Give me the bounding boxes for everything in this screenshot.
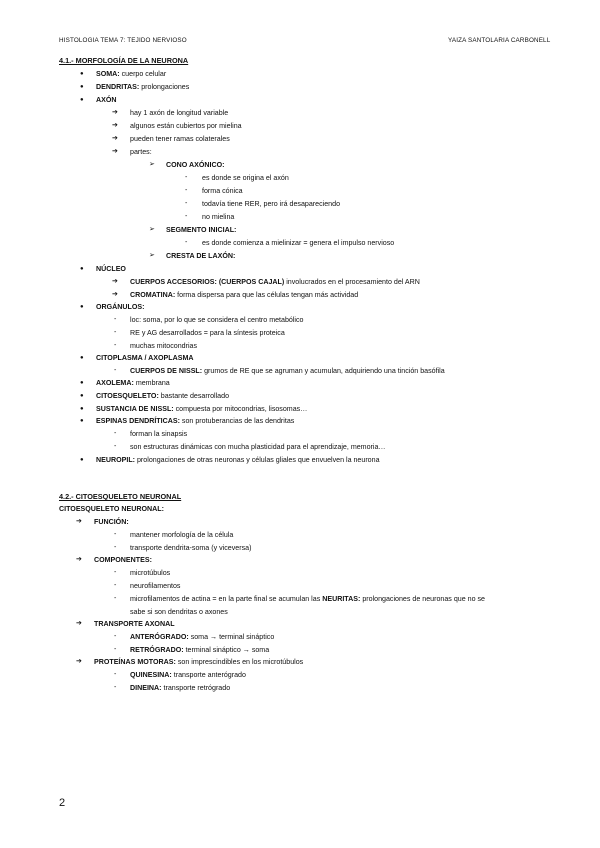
retrogrado-item: [130, 645, 269, 655]
dash-icon: -: [114, 671, 117, 678]
espinas-item: [96, 416, 294, 426]
dash-icon: -: [114, 569, 117, 576]
dash-icon: -: [114, 342, 117, 349]
term: SUSTANCIA DE NISSL:: [96, 405, 174, 413]
term: NEUROPIL:: [96, 456, 136, 464]
text: compuesta por mitocondrias, lisosomas…: [173, 405, 308, 413]
bullet-icon: ●: [80, 406, 84, 412]
soma-item: [96, 69, 166, 79]
text: transporte retrógrado: [161, 684, 231, 692]
organulos-item: ORGÁNULOS:: [96, 303, 145, 311]
arrow-icon: ➔: [76, 556, 82, 563]
text: terminal sináptico → soma: [183, 646, 270, 654]
term: CUERPOS ACCESORIOS: (CUERPOS CAJAL): [130, 278, 285, 286]
axon-sub-item: partes:: [130, 148, 152, 156]
term: DINEINA:: [130, 684, 162, 692]
transporte-axonal-item: TRANSPORTE AXONAL: [94, 620, 175, 628]
term: CITOESQUELETO:: [96, 392, 159, 400]
text: transporte anterógrado: [171, 671, 246, 679]
citoesqueleto-item: [96, 391, 229, 401]
quinesina-item: [130, 670, 246, 680]
arrow-icon: ➔: [112, 291, 118, 298]
citoplasma-item: CITOPLASMA / AXOPLASMA: [96, 354, 194, 362]
funcion-sub-item: transporte dendrita-soma (y viceversa): [130, 544, 252, 552]
anterogrado-item: [130, 632, 274, 642]
text: soma → terminal sináptico: [188, 633, 275, 641]
cono-item: no mielina: [202, 213, 235, 221]
term: AXOLEMA:: [96, 379, 134, 387]
dash-icon: -: [114, 443, 117, 450]
organulos-sub-item: loc: soma, por lo que se considera el centro metabólico: [130, 316, 304, 324]
bullet-icon: ●: [80, 71, 84, 77]
dash-icon: -: [114, 582, 117, 589]
section-2-subtitle: CITOESQUELETO NEURONAL:: [59, 505, 164, 513]
cresta-axon: CRESTA DE LAXÓN:: [166, 252, 236, 260]
axon-item: AXÓN: [96, 96, 117, 104]
segmento-item: es donde comienza a mielinizar = genera el impulso nervioso: [202, 239, 395, 247]
microfilamentos-item: [130, 594, 485, 604]
espinas-sub-item: forman la sinapsis: [130, 430, 188, 438]
axon-sub-item: pueden tener ramas colaterales: [130, 135, 230, 143]
term: DENDRITAS:: [96, 83, 140, 91]
arrow-icon: ➔: [112, 135, 118, 142]
section-1-title: 4.1.- MORFOLOGÍA DE LA NEURONA: [59, 56, 189, 65]
axolema-item: [96, 378, 170, 388]
dash-icon: -: [114, 544, 117, 551]
page-number: 2: [59, 797, 66, 809]
dash-icon: -: [114, 430, 117, 437]
dash-icon: -: [185, 174, 188, 181]
dash-icon: -: [114, 684, 117, 691]
componentes-item: COMPONENTES:: [94, 556, 152, 564]
sustancia-nissl-item: [96, 404, 307, 414]
text: prolongaciones de neuronas que no se: [360, 595, 485, 603]
dash-icon: -: [114, 329, 117, 336]
dash-icon: -: [114, 316, 117, 323]
dash-icon: -: [185, 187, 188, 194]
dash-icon: -: [185, 239, 188, 246]
term: RETRÓGRADO:: [130, 646, 184, 654]
term: NEURITAS:: [322, 595, 361, 603]
dineina-item: [130, 683, 230, 693]
bullet-icon: ●: [80, 84, 84, 90]
text: forma dispersa para que las células tengan más actividad: [175, 291, 359, 299]
bullet-icon: ●: [80, 304, 84, 310]
term: ESPINAS DENDRÍTICAS:: [96, 417, 180, 425]
bullet-icon: ●: [80, 418, 84, 424]
cono-item: forma cónica: [202, 187, 243, 195]
proteinas-motoras-item: [94, 657, 303, 667]
text: involucrados en el procesamiento del ARN: [284, 278, 420, 286]
arrow-icon: ➔: [76, 518, 82, 525]
axon-sub-item: algunos están cubiertos por mielina: [130, 122, 242, 130]
bullet-icon: ●: [80, 355, 84, 361]
axon-sub-item: hay 1 axón de longitud variable: [130, 109, 229, 117]
arrow-icon: ➔: [112, 278, 118, 285]
segmento-inicial: SEGMENTO INICIAL:: [166, 226, 237, 234]
text: microfilamentos de actina = en la parte final se acumulan las: [130, 595, 323, 603]
text: prolongaciones de otras neuronas y células gliales que envuelven la neurona: [135, 456, 380, 464]
header-right: YAIZA SANTOLARIA CARBONELL: [448, 37, 551, 44]
citoplasma-sub-item: [130, 366, 445, 376]
header-left: HISTOLOGIA TEMA 7: TEJIDO NERVIOSO: [59, 37, 187, 44]
triangle-arrow-icon: ➢: [149, 226, 155, 233]
dash-icon: -: [114, 646, 117, 653]
dash-icon: -: [114, 633, 117, 640]
bullet-icon: ●: [80, 97, 84, 103]
neuropil-item: [96, 455, 380, 465]
term: PROTEÍNAS MOTORAS:: [94, 658, 176, 666]
organulos-sub-item: muchas mitocondrias: [130, 342, 198, 350]
triangle-arrow-icon: ➢: [149, 161, 155, 168]
cono-item: es donde se origina el axón: [202, 174, 289, 182]
dash-icon: -: [114, 595, 117, 602]
text: prolongaciones: [139, 83, 190, 91]
text: membrana: [133, 379, 170, 387]
section-2-title: 4.2.- CITOESQUELETO NEURONAL: [59, 492, 182, 501]
arrow-icon: ➔: [112, 109, 118, 116]
text: grumos de RE que se agruman y acumulan, adquiriendo una tinción basófila: [202, 367, 445, 375]
arrow-icon: ➔: [112, 122, 118, 129]
text: cuerpo celular: [119, 70, 167, 78]
term: ANTERÓGRADO:: [130, 633, 189, 641]
arrow-icon: ➔: [76, 620, 82, 627]
espinas-sub-item: son estructuras dinámicas con mucha plasticidad para el aprendizaje, memoria…: [130, 443, 386, 451]
triangle-arrow-icon: ➢: [149, 252, 155, 259]
bullet-icon: ●: [80, 393, 84, 399]
dash-icon: -: [114, 531, 117, 538]
term: CROMATINA:: [130, 291, 176, 299]
text: son protuberancias de las dendritas: [179, 417, 295, 425]
dash-icon: -: [114, 367, 117, 374]
componentes-sub-item: microtúbulos: [130, 569, 171, 577]
dash-icon: -: [185, 200, 188, 207]
term: QUINESINA:: [130, 671, 172, 679]
bullet-icon: ●: [80, 380, 84, 386]
funcion-sub-item: mantener morfología de la célula: [130, 531, 234, 539]
microfilamentos-continuation: sabe si son dendritas o axones: [130, 608, 228, 616]
text: bastante desarrollado: [158, 392, 230, 400]
nucleo-sub-item: [130, 290, 358, 300]
cono-axonico: CONO AXÓNICO:: [166, 161, 225, 169]
arrow-icon: ➔: [76, 658, 82, 665]
dendritas-item: [96, 82, 189, 92]
nucleo-item: NÚCLEO: [96, 265, 126, 273]
funcion-item: FUNCIÓN:: [94, 518, 129, 526]
text: son imprescindibles en los microtúbulos: [175, 658, 304, 666]
organulos-sub-item: RE y AG desarrollados = para la síntesis proteica: [130, 329, 285, 337]
cono-item: todavía tiene RER, pero irá desapareciendo: [202, 200, 341, 208]
dash-icon: -: [185, 213, 188, 220]
bullet-icon: ●: [80, 266, 84, 272]
componentes-sub-item: neurofilamentos: [130, 582, 181, 590]
bullet-icon: ●: [80, 457, 84, 463]
nucleo-sub-item: [130, 277, 420, 287]
term: CUERPOS DE NISSL:: [130, 367, 203, 375]
arrow-icon: ➔: [112, 148, 118, 155]
term: SOMA:: [96, 70, 120, 78]
